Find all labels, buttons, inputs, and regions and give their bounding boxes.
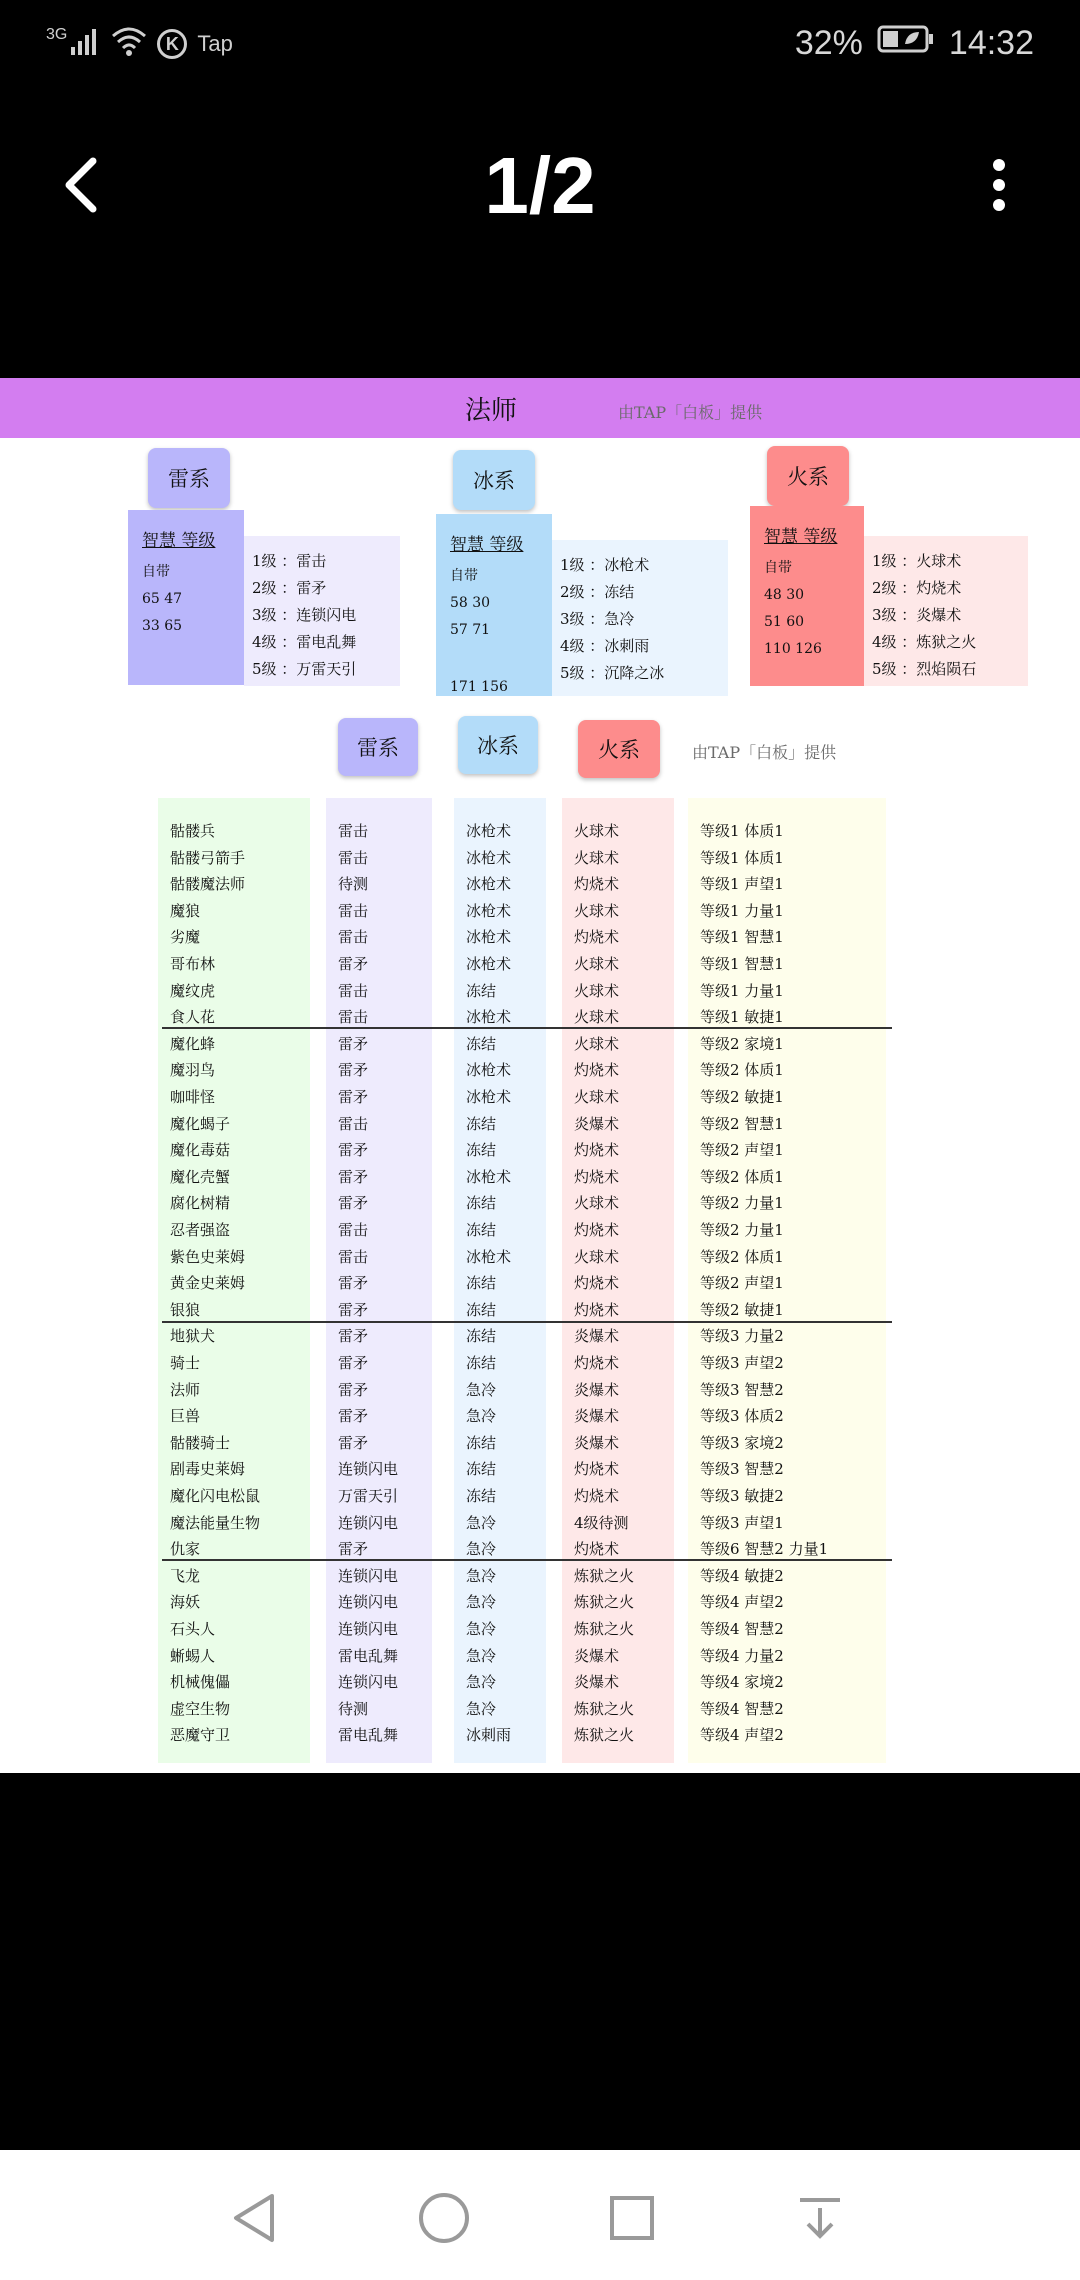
table-cell: 冰枪术 — [466, 848, 512, 867]
skill-row: 1级 ：火球术 — [872, 552, 962, 570]
table-cell: 炎爆术 — [574, 1433, 620, 1452]
table-cell: 灼烧术 — [574, 1167, 620, 1186]
skill-row: 4级 ：炼狱之火 — [872, 633, 977, 651]
table-cell: 等级1 力量1 — [700, 901, 784, 920]
table-cell: 等级2 体质1 — [700, 1167, 784, 1186]
table-cell: 冰刺雨 — [466, 1726, 512, 1745]
table-cell: 雷击 — [338, 1247, 369, 1266]
table-cell: 冰枪术 — [466, 1088, 512, 1106]
ice-skill-block — [552, 540, 728, 696]
tab-lightning: 雷系 — [148, 448, 230, 508]
table-cell: 火球术 — [574, 981, 620, 1000]
skill-row: 3级 ：急冷 — [560, 610, 635, 628]
tier-divider — [162, 1559, 892, 1561]
table-cell: 万雷天引 — [338, 1487, 399, 1505]
table-cell: 雷矛 — [338, 1380, 369, 1399]
table-cell: 急冷 — [466, 1673, 497, 1692]
skill-row: 1级 ：雷击 — [252, 552, 327, 570]
skill-row: 4级 ：冰刺雨 — [560, 637, 650, 655]
document-image[interactable] — [0, 378, 1080, 1773]
table-cell: 等级1 体质1 — [700, 848, 784, 867]
level-row: 33 65 — [142, 618, 183, 634]
tier-divider — [162, 1027, 892, 1029]
skill-row: 5级 ：万雷天引 — [252, 660, 357, 678]
table-cell: 等级3 声望1 — [700, 1513, 784, 1532]
table-cell: 火球术 — [574, 822, 620, 840]
table-cell: 急冷 — [466, 1407, 497, 1426]
table-cell: 机械傀儡 — [170, 1673, 231, 1692]
table-cell: 食人花 — [170, 1008, 216, 1027]
doc-title: 法师 — [465, 396, 518, 426]
doc-credit: 由TAP「白板」提供 — [618, 403, 763, 422]
table-cell: 连锁闪电 — [338, 1460, 399, 1479]
table-cell: 魔法能量生物 — [170, 1513, 261, 1532]
level-row: 自带 — [142, 564, 170, 580]
table-cell: 魔化蜂 — [170, 1034, 216, 1053]
level-row: 171 156 — [450, 679, 508, 695]
table-cell: 火球术 — [574, 1247, 620, 1266]
more-options-button[interactable] — [964, 150, 1034, 220]
table-cell: 等级2 体质1 — [700, 1247, 784, 1266]
table-cell: 飞龙 — [170, 1566, 201, 1585]
table-cell: 等级2 力量1 — [700, 1221, 784, 1239]
nav-home-button[interactable] — [404, 2178, 484, 2258]
table-cell: 等级3 体质2 — [700, 1407, 784, 1426]
table-tab-lightning: 雷系 — [338, 718, 418, 776]
table-cell: 雷击 — [338, 1114, 369, 1133]
skill-row: 2级 ：雷矛 — [252, 579, 327, 597]
table-cell: 灼烧术 — [574, 875, 620, 894]
table-cell: 灼烧术 — [574, 1274, 620, 1293]
table-cell: 等级6 智慧2 力量1 — [700, 1540, 829, 1559]
level-row: 65 47 — [142, 591, 183, 607]
level-row: 51 60 — [764, 614, 805, 630]
table-cell: 雷矛 — [338, 1194, 369, 1213]
table-cell: 海妖 — [170, 1593, 201, 1612]
skill-row: 1级 ：冰枪术 — [560, 556, 650, 574]
table-cell: 等级3 智慧2 — [700, 1380, 784, 1399]
table-cell: 等级3 力量2 — [700, 1327, 784, 1346]
navigation-bar — [0, 2150, 1080, 2280]
table-cell: 炎爆术 — [574, 1407, 620, 1426]
table-cell: 雷击 — [338, 928, 369, 947]
table-cell: 等级4 智慧2 — [700, 1699, 784, 1718]
signal-icon — [71, 27, 101, 61]
reward-column — [688, 798, 886, 1763]
table-cell: 连锁闪电 — [338, 1673, 399, 1692]
status-bar — [0, 0, 1080, 90]
table-cell: 炎爆术 — [574, 1327, 620, 1346]
k-app-icon: K — [157, 29, 187, 59]
monster-column — [158, 798, 310, 1763]
level-row: 48 30 — [764, 587, 805, 603]
skill-row: 5级 ：沉降之冰 — [560, 664, 665, 682]
table-cell: 雷电乱舞 — [338, 1726, 399, 1745]
table-cell: 雷击 — [338, 981, 369, 1000]
square-recents-icon — [602, 2188, 662, 2248]
table-cell: 灼烧术 — [574, 1300, 620, 1319]
table-cell: 等级2 敏捷1 — [700, 1088, 784, 1106]
triangle-back-icon — [226, 2188, 286, 2248]
table-cell: 剧毒史莱姆 — [170, 1460, 246, 1479]
table-cell: 待测 — [338, 1699, 369, 1718]
table-cell: 冻结 — [466, 1194, 497, 1213]
table-cell: 连锁闪电 — [338, 1593, 399, 1612]
table-cell: 冻结 — [466, 1300, 497, 1319]
table-tab-fire: 火系 — [578, 720, 660, 778]
table-cell: 炎爆术 — [574, 1114, 620, 1133]
table-cell: 炎爆术 — [574, 1646, 620, 1665]
table-cell: 巨兽 — [170, 1407, 201, 1426]
table-cell: 急冷 — [466, 1593, 497, 1612]
table-cell: 骷髅骑士 — [170, 1433, 231, 1452]
table-cell: 等级4 家境2 — [700, 1673, 784, 1692]
table-cell: 冰枪术 — [466, 822, 512, 840]
fire-skill-block — [864, 536, 1028, 686]
table-cell: 灼烧术 — [574, 1487, 620, 1505]
table-cell: 雷矛 — [338, 1034, 369, 1053]
table-cell: 待测 — [338, 875, 369, 894]
table-cell: 雷矛 — [338, 1433, 369, 1452]
nav-notification-button[interactable] — [780, 2178, 860, 2258]
level-head: 智慧 等级 — [764, 527, 838, 547]
skill-row: 4级 ：雷电乱舞 — [252, 633, 357, 651]
table-cell: 冻结 — [466, 1354, 497, 1372]
table-cell: 雷矛 — [338, 1300, 369, 1319]
table-cell: 炎爆术 — [574, 1380, 620, 1399]
tier-divider — [162, 1321, 892, 1323]
table-cell: 黄金史莱姆 — [170, 1274, 246, 1293]
table-credit: 由TAP「白板」提供 — [692, 743, 837, 762]
table-cell: 连锁闪电 — [338, 1513, 399, 1532]
table-cell: 等级1 体质1 — [700, 822, 784, 840]
table-cell: 连锁闪电 — [338, 1566, 399, 1585]
table-cell: 等级3 家境2 — [700, 1433, 784, 1452]
skill-row: 5级 ：烈焰陨石 — [872, 660, 977, 678]
table-cell: 雷矛 — [338, 1061, 369, 1080]
table-cell: 急冷 — [466, 1699, 497, 1718]
table-cell: 等级2 声望1 — [700, 1141, 784, 1160]
table-cell: 冰枪术 — [466, 1247, 512, 1266]
table-cell: 雷矛 — [338, 955, 369, 973]
table-cell: 灼烧术 — [574, 1141, 620, 1160]
table-cell: 腐化树精 — [170, 1194, 231, 1213]
lightning-skill-block — [244, 536, 400, 686]
table-cell: 4级待测 — [574, 1513, 629, 1532]
table-cell: 雷矛 — [338, 1407, 369, 1426]
table-cell: 灼烧术 — [574, 1354, 620, 1372]
table-cell: 冰枪术 — [466, 1008, 512, 1027]
table-cell: 灼烧术 — [574, 928, 620, 947]
table-cell: 魔狼 — [170, 901, 201, 920]
fire-column — [562, 798, 674, 1763]
table-cell: 灼烧术 — [574, 1460, 620, 1479]
table-cell: 急冷 — [466, 1646, 497, 1665]
page-indicator: 1/2 — [484, 141, 596, 230]
table-cell: 劣魔 — [170, 928, 201, 947]
viewer-toolbar — [0, 90, 1080, 370]
nav-recents-button[interactable] — [592, 2178, 672, 2258]
table-cell: 雷矛 — [338, 1141, 369, 1160]
table-cell: 等级1 声望1 — [700, 875, 784, 894]
table-cell: 等级4 声望2 — [700, 1593, 784, 1612]
table-cell: 雷击 — [338, 1008, 369, 1027]
battery-percent: 32% — [794, 24, 863, 62]
table-cell: 冻结 — [466, 981, 497, 1000]
level-row: 110 126 — [764, 641, 822, 657]
table-cell: 雷击 — [338, 901, 369, 920]
table-cell: 地狱犬 — [170, 1327, 216, 1346]
circle-home-icon — [414, 2188, 474, 2248]
table-cell: 骷髅弓箭手 — [170, 848, 246, 867]
network-type: 3G — [46, 26, 68, 43]
skill-row: 3级 ：连锁闪电 — [252, 606, 357, 624]
table-cell: 火球术 — [574, 1194, 620, 1213]
table-cell: 炎爆术 — [574, 1673, 620, 1692]
table-cell: 忍者强盗 — [170, 1221, 231, 1239]
table-cell: 冻结 — [466, 1141, 497, 1160]
table-cell: 等级3 智慧2 — [700, 1460, 784, 1479]
doc-header-bar — [0, 378, 1080, 438]
table-cell: 冻结 — [466, 1487, 497, 1505]
table-cell: 火球术 — [574, 901, 620, 920]
table-cell: 仇家 — [170, 1540, 201, 1559]
table-cell: 等级1 智慧1 — [700, 928, 784, 947]
table-cell: 等级2 家境1 — [700, 1034, 784, 1053]
fire-level-block — [750, 506, 864, 686]
table-cell: 雷矛 — [338, 1354, 369, 1372]
table-cell: 紫色史莱姆 — [170, 1247, 246, 1266]
level-row: 58 30 — [450, 595, 491, 611]
table-cell: 冻结 — [466, 1114, 497, 1133]
battery-icon — [877, 24, 935, 63]
table-cell: 灼烧术 — [574, 1221, 620, 1239]
ice-column — [454, 798, 546, 1763]
table-cell: 等级3 声望2 — [700, 1354, 784, 1372]
table-cell: 魔化闪电松鼠 — [170, 1487, 261, 1505]
table-cell: 蜥蜴人 — [170, 1646, 216, 1665]
level-head: 智慧 等级 — [450, 535, 524, 555]
table-cell: 银狼 — [170, 1300, 201, 1319]
table-cell: 骑士 — [170, 1354, 201, 1372]
table-cell: 等级4 敏捷2 — [700, 1566, 784, 1585]
table-cell: 等级4 声望2 — [700, 1726, 784, 1745]
table-cell: 石头人 — [170, 1620, 216, 1638]
tab-ice: 冰系 — [453, 450, 535, 510]
table-cell: 冻结 — [466, 1460, 497, 1479]
table-cell: 灼烧术 — [574, 1061, 620, 1080]
table-cell: 炼狱之火 — [574, 1726, 635, 1745]
table-cell: 等级2 体质1 — [700, 1061, 784, 1080]
table-cell: 冰枪术 — [466, 928, 512, 947]
table-tab-ice: 冰系 — [458, 716, 538, 774]
lightning-column — [326, 798, 432, 1763]
table-cell: 雷电乱舞 — [338, 1646, 399, 1665]
table-cell: 火球术 — [574, 955, 620, 973]
table-cell: 冻结 — [466, 1433, 497, 1452]
table-cell: 炼狱之火 — [574, 1566, 635, 1585]
table-cell: 骷髅兵 — [170, 822, 216, 840]
table-cell: 冰枪术 — [466, 901, 512, 920]
nav-back-button[interactable] — [216, 2178, 296, 2258]
lightning-level-block — [128, 510, 244, 685]
table-cell: 急冷 — [466, 1540, 497, 1559]
table-cell: 魔纹虎 — [170, 981, 216, 1000]
table-cell: 炼狱之火 — [574, 1593, 635, 1612]
table-cell: 炼狱之火 — [574, 1699, 635, 1718]
table-cell: 等级3 敏捷2 — [700, 1487, 784, 1505]
table-cell: 急冷 — [466, 1620, 497, 1638]
clock: 14:32 — [948, 24, 1034, 62]
table-cell: 炼狱之火 — [574, 1620, 635, 1638]
table-cell: 法师 — [170, 1380, 201, 1399]
table-cell: 雷击 — [338, 848, 369, 867]
table-cell: 冰枪术 — [466, 1167, 512, 1186]
table-cell: 等级1 智慧1 — [700, 955, 784, 973]
level-row: 自带 — [764, 560, 792, 576]
skill-row: 2级 ：冻结 — [560, 583, 635, 601]
skill-row: 3级 ：炎爆术 — [872, 606, 962, 624]
table-cell: 魔化蝎子 — [170, 1114, 231, 1133]
table-cell: 火球术 — [574, 1034, 620, 1053]
table-cell: 火球术 — [574, 848, 620, 867]
table-cell: 恶魔守卫 — [170, 1726, 231, 1745]
table-cell: 咖啡怪 — [170, 1088, 216, 1106]
table-cell: 等级1 力量1 — [700, 981, 784, 1000]
table-cell: 连锁闪电 — [338, 1620, 399, 1638]
table-cell: 骷髅魔法师 — [170, 875, 246, 894]
table-cell: 等级2 力量1 — [700, 1194, 784, 1213]
table-cell: 灼烧术 — [574, 1540, 620, 1559]
table-cell: 等级1 敏捷1 — [700, 1008, 784, 1027]
table-cell: 哥布林 — [170, 955, 216, 973]
table-cell: 魔化毒菇 — [170, 1141, 231, 1160]
tab-fire: 火系 — [767, 446, 849, 506]
table-cell: 雷矛 — [338, 1540, 369, 1559]
table-cell: 火球术 — [574, 1008, 620, 1027]
table-cell: 等级2 敏捷1 — [700, 1300, 784, 1319]
table-cell: 冰枪术 — [466, 875, 512, 894]
table-cell: 魔羽鸟 — [170, 1061, 216, 1080]
table-cell: 雷矛 — [338, 1167, 369, 1186]
table-cell: 雷击 — [338, 1221, 369, 1239]
table-cell: 急冷 — [466, 1380, 497, 1399]
carrier-app: Tap — [197, 31, 233, 56]
table-cell: 火球术 — [574, 1088, 620, 1106]
table-cell: 冰枪术 — [466, 1061, 512, 1080]
table-cell: 雷矛 — [338, 1327, 369, 1346]
table-cell: 冻结 — [466, 1327, 497, 1346]
table-cell: 魔化壳蟹 — [170, 1167, 231, 1186]
table-cell: 等级2 声望1 — [700, 1274, 784, 1293]
table-cell: 虚空生物 — [170, 1699, 231, 1718]
wifi-icon — [111, 26, 147, 62]
table-cell: 雷击 — [338, 822, 369, 840]
table-cell: 急冷 — [466, 1513, 497, 1532]
skill-row: 2级 ：灼烧术 — [872, 579, 962, 597]
table-cell: 急冷 — [466, 1566, 497, 1585]
table-cell: 雷矛 — [338, 1274, 369, 1293]
table-cell: 等级4 智慧2 — [700, 1620, 784, 1638]
level-head: 智慧 等级 — [142, 531, 216, 551]
table-cell: 冰枪术 — [466, 955, 512, 973]
more-vertical-icon — [989, 155, 1009, 215]
level-row: 57 71 — [450, 622, 491, 638]
ice-level-block — [436, 514, 552, 696]
table-cell: 冻结 — [466, 1274, 497, 1293]
table-cell: 等级2 智慧1 — [700, 1114, 784, 1133]
pull-down-icon — [790, 2188, 850, 2248]
table-cell: 冻结 — [466, 1221, 497, 1239]
table-cell: 冻结 — [466, 1034, 497, 1053]
table-cell: 雷矛 — [338, 1088, 369, 1106]
table-cell: 等级4 力量2 — [700, 1646, 784, 1665]
level-row: 自带 — [450, 568, 478, 584]
